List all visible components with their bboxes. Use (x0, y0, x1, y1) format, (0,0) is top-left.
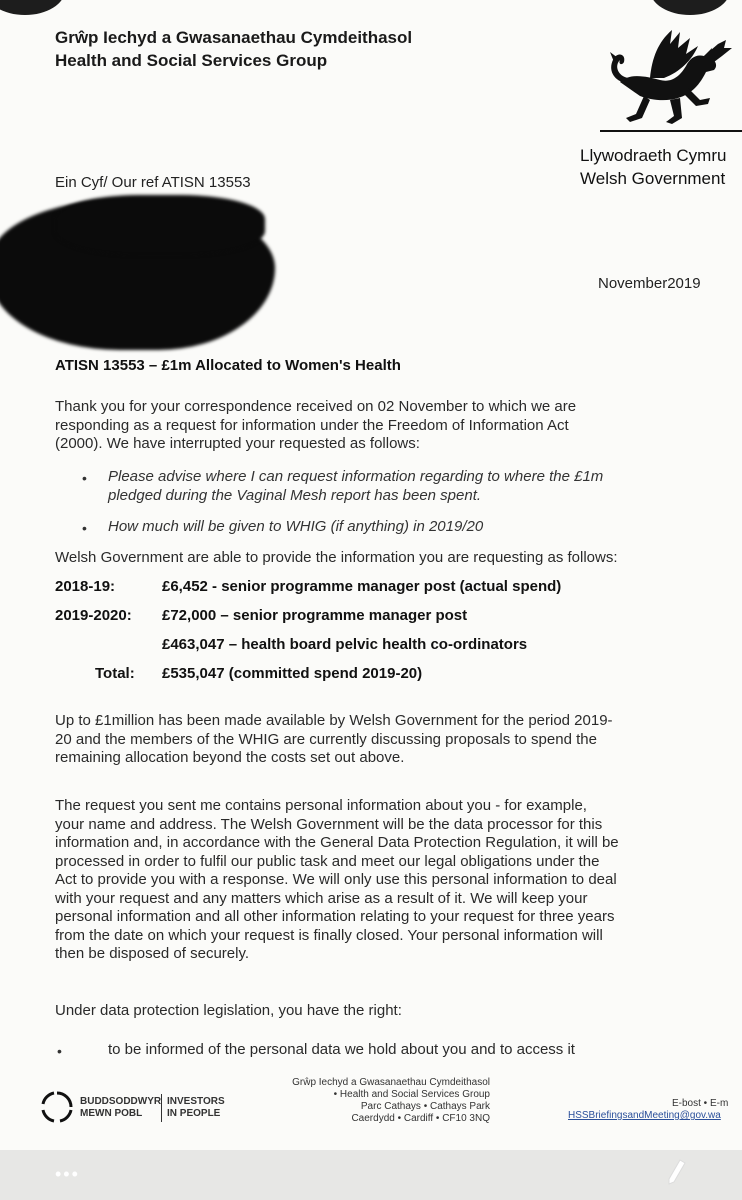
allocation-line-1: Up to £1million has been made available by Welsh Government for the period 2019- (55, 712, 613, 729)
spend-value-2019-manager: £72,000 – senior programme manager post (162, 607, 468, 624)
allocation-line-2: 20 and the members of the WHIG are currently discussing proposals to spend the (55, 730, 597, 748)
privacy-paragraph (55, 797, 735, 964)
spend-label-2019: 2019-2020: (55, 607, 132, 624)
privacy-line-7: personal information and all other information relating to your request for three years (55, 908, 615, 925)
intro-line-2: responding as a request for information under the Freedom of Information Act (55, 416, 569, 434)
rights-intro: Under data protection legislation, you have the right: (55, 1002, 402, 1019)
footer-address-line-1: Grŵp Iechyd a Gwasanaethau Cymdeithasol (292, 1077, 490, 1088)
bottom-bar (0, 1150, 742, 1200)
privacy-line-9: then be disposed of securely. (55, 945, 250, 962)
letter-subject: ATISN 13553 – £1m Allocated to Women's Health (55, 357, 401, 374)
intro-line-3: (2000). We have interrupted your requested as follows: (55, 435, 420, 452)
request-item-1-line-2: pledged during the Vaginal Mesh report has been spent. (108, 486, 482, 504)
gov-welsh-name: Llywodraeth Cymru (580, 146, 727, 165)
bullet-marker: • (57, 1043, 62, 1059)
iip-english-text (167, 1096, 225, 1120)
spend-label-2018: 2018-19: (55, 578, 116, 595)
top-right-overlay-button[interactable] (650, 0, 730, 15)
org-english-name: Health and Social Services Group (55, 51, 328, 70)
allocation-paragraph (55, 712, 735, 768)
iip-welsh-line-2: MEWN POBL (80, 1108, 143, 1119)
spend-total-label: Total: (95, 665, 135, 682)
org-header (55, 26, 412, 72)
welsh-government-name (580, 144, 726, 190)
spend-total-value: £535,047 (committed spend 2019-20) (162, 665, 423, 682)
more-dots-icon[interactable]: ••• (55, 1164, 80, 1184)
footer-address-line-4: Caerdydd • Cardiff • CF10 3NQ (351, 1113, 490, 1124)
iip-welsh-line-1: BUDDSODDWYR (80, 1096, 162, 1107)
footer-address (250, 1077, 490, 1125)
welsh-dragon-logo (600, 18, 742, 134)
iip-divider (161, 1094, 162, 1122)
iip-english-line-1: INVESTORS (167, 1096, 225, 1107)
top-left-overlay-button[interactable] (0, 0, 65, 15)
rights-item-1: to be informed of the personal data we hold about you and to access it (108, 1041, 575, 1058)
allocation-line-3: remaining allocation beyond the costs set out above. (55, 749, 405, 766)
request-item-2: How much will be given to WHIG (if anything) in 2019/20 (108, 518, 484, 535)
privacy-line-6: with your request and any matters which arise as a result of it. We will keep your (55, 889, 588, 907)
privacy-line-3: information and, in accordance with the General Data Protection Regulation, it will be (55, 834, 619, 851)
footer-address-line-2: • Health and Social Services Group (333, 1089, 490, 1100)
privacy-line-8: from the date on which your request is finally closed. Your personal information will (55, 926, 603, 944)
bullet-marker: • (82, 520, 87, 536)
bullet-marker: • (82, 470, 87, 486)
pen-icon[interactable] (664, 1156, 690, 1186)
footer-email-link[interactable]: HSSBriefingsandMeeting@gov.wa (568, 1110, 721, 1121)
gov-english-name: Welsh Government (580, 169, 726, 188)
provide-line: Welsh Government are able to provide the information you are requesting as follows: (55, 549, 618, 566)
spend-value-2019-coordinators: £463,047 – health board pelvic health co-ordinators (162, 636, 528, 653)
request-item-1-line-1: Please advise where I can request information regarding to where the £1m (108, 468, 604, 485)
iip-welsh-text (80, 1096, 161, 1120)
privacy-line-2: your name and address. The Welsh Government will be the data processor for this (55, 815, 603, 833)
footer-ebost-label: E-bost • E-m (672, 1098, 729, 1109)
intro-paragraph (55, 398, 735, 454)
org-welsh-name: Grŵp Iechyd a Gwasanaethau Cymdeithasol (55, 28, 413, 47)
spend-value-2018: £6,452 - senior programme manager post (actual spend) (162, 578, 562, 595)
privacy-line-5: Act to provide you with a response. We will only use this personal information to deal (55, 871, 617, 888)
iip-english-line-2: IN PEOPLE (167, 1108, 221, 1119)
request-item-1 (108, 468, 728, 505)
privacy-line-4: processed in order to fulfil our public task and meet our legal obligations under the (55, 852, 600, 870)
footer-address-line-3: Parc Cathays • Cathays Park (360, 1101, 490, 1112)
privacy-line-1: The request you sent me contains personal information about you - for example, (55, 797, 587, 814)
letter-date: November2019 (598, 275, 701, 292)
intro-line-1: Thank you for your correspondence received on 02 November to which we are (55, 398, 577, 415)
reference-line: Ein Cyf/ Our ref ATISN 13553 (55, 174, 251, 191)
redaction-blot-top (55, 195, 265, 255)
investors-in-people-logo (40, 1090, 74, 1124)
